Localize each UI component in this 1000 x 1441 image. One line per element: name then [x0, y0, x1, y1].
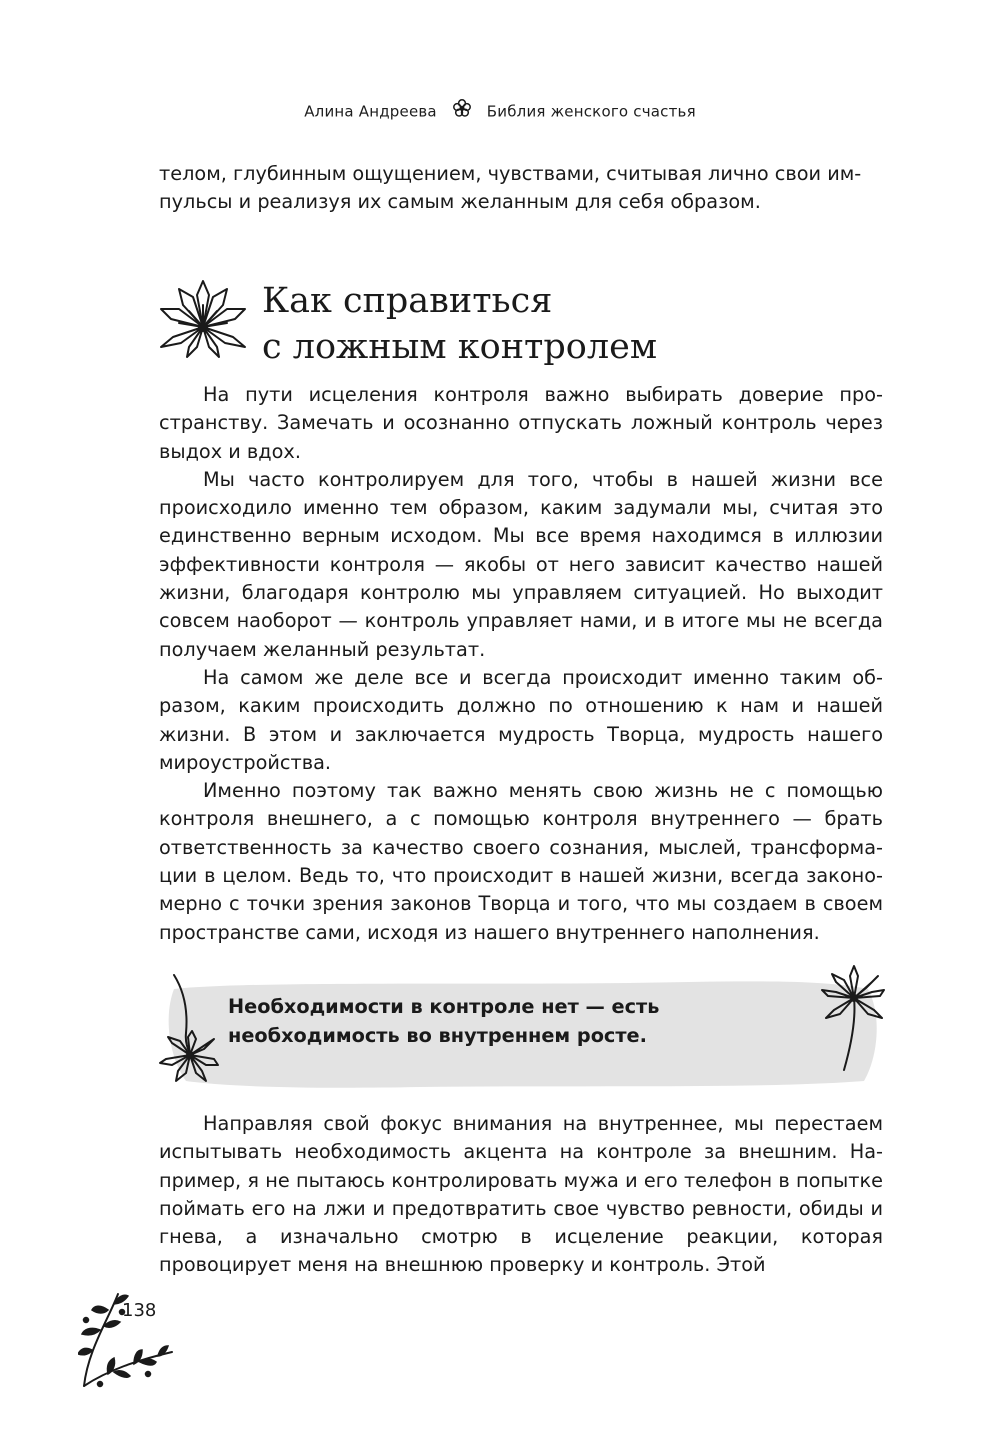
lotus-flower-icon [157, 275, 249, 359]
quote-callout [160, 975, 880, 1091]
header-book-title: Библия женского счастья [486, 102, 696, 121]
section-title-line: с ложным контролем [262, 327, 658, 367]
body-paragraph: На самом же деле все и всегда происходит именно таким образом, каким происходить должно по отношению к нам и нашей жизни. В этом и заключается мудрость Творца, мудрость нашего мироустройства. [159, 665, 883, 774]
section-title [262, 278, 822, 370]
body-paragraph: Направляя свой фокус внимания на внутреннее, мы перестаем испытывать необходимость акцента на контроле за внешним. Например, я не пытаюсь контролировать мужа и его телефон в попытке поймать его на лжи и предотвратить свое чувство ревности, обиды и гнева, а изначально смотрю в исцеление реакции, которая провоцирует меня на внешнюю проверку и контроль. Этой [159, 1112, 883, 1277]
intro-line: телом, глубинным ощущением, чувствами, считывая лично свои им- [159, 162, 862, 185]
body-paragraph: Мы часто контролируем для того, чтобы в нашей жизни все происходило именно тем образом, каким задумали мы, считая это единственно верным исходом. Мы все время находимся в иллюзии эффективности контроля — якобы от него зависит качество нашей жизни, благодаря контролю мы управляем ситуацией. Но выходит совсем наоборот — контроль управляет нами, и в итоге мы не всегда получаем желанный результат. [159, 467, 883, 661]
intro-line: пульсы и реализуя их самым желанным для себя образом. [159, 190, 761, 214]
body-paragraph: Именно поэтому так важно менять свою жизнь не с помощью контроля внешнего, а с помощью контроля внутреннего — брать ответственность за качество своего сознания, мыслей, трансформации в целом. Ведь то, что происходит в нашей жизни, всегда закономерно с точки зрения законов Творца и того, что мы создаем в своем пространстве сами, исходя из нашего внутреннего наполнения. [159, 779, 883, 944]
page-number: 138 [122, 1300, 157, 1321]
section-title-line: Как справиться [262, 281, 553, 321]
stem-flower-icon [820, 962, 886, 1074]
body-paragraph: На пути исцеления контроля важно выбирать доверие пространству. Замечать и осознанно отпускать ложный контроль через выдох и вдох. [159, 383, 883, 463]
flower-icon [452, 98, 472, 122]
quote-text: Необходимости в контроле нет — есть необходимость во внутреннем росте. [228, 995, 660, 1047]
intro-text [159, 160, 883, 217]
running-header [0, 100, 1000, 124]
section-body [159, 381, 883, 947]
header-author: Алина Андреева [304, 102, 437, 121]
stem-flower-icon [158, 971, 220, 1087]
continuation-text [159, 1110, 883, 1280]
